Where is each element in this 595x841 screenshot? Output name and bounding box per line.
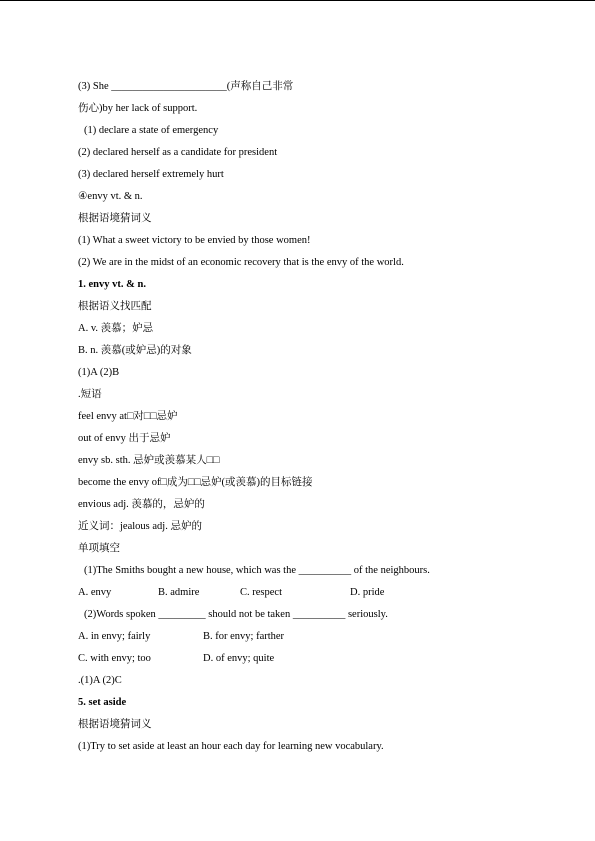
option-c: C. respect xyxy=(240,587,282,598)
text-line: (1)Try to set aside at least an hour each day for learning new vocabulary. xyxy=(78,741,384,752)
text-line: (3) declared herself extremely hurt xyxy=(78,169,224,180)
question-1: (1)The Smiths bought a new house, which was the __________ of the neighbours. xyxy=(84,565,430,576)
option-b: B. admire xyxy=(158,587,200,598)
text-line: A. v. 羡慕；妒忌 xyxy=(78,323,154,334)
answer-line: .(1)A (2)C xyxy=(78,675,122,686)
option-d: D. pride xyxy=(350,587,385,598)
question-2-options-row1 xyxy=(78,630,284,643)
text-line: 根据语境猜词义 xyxy=(78,213,152,224)
text-line: 根据语境猜词义 xyxy=(78,719,152,730)
text-line: out of envy 出于忌妒 xyxy=(78,433,171,444)
page-top-border xyxy=(0,0,595,1)
section-heading: 5. set aside xyxy=(78,697,127,708)
text-line: ④envy vt. & n. xyxy=(78,191,143,202)
text-line: (1) declare a state of emergency xyxy=(84,125,219,136)
text-line: become the envy of□成为□□忌妒(或羡慕)的目标链接 xyxy=(78,477,313,488)
text-line: 根据语义找匹配 xyxy=(78,301,152,312)
option-a: A. envy xyxy=(78,587,112,598)
text-line: (1) What a sweet victory to be envied by those women! xyxy=(78,235,311,246)
text-line: 近义词：jealous adj. 忌妒的 xyxy=(78,521,202,532)
text-line: (1)A (2)B xyxy=(78,367,120,378)
text-line: B. n. 羡慕(或妒忌)的对象 xyxy=(78,345,192,356)
option-a: A. in envy; fairly xyxy=(78,631,151,642)
question-1-options xyxy=(78,586,384,599)
text-line: (3) She ______________________(声称自己非常 xyxy=(78,81,294,92)
option-d: D. of envy; quite xyxy=(203,653,275,664)
option-b: B. for envy; farther xyxy=(203,631,285,642)
text-line: 单项填空 xyxy=(78,543,120,554)
question-2: (2)Words spoken _________ should not be taken __________ seriously. xyxy=(84,609,388,620)
text-line: (2) declared herself as a candidate for president xyxy=(78,147,278,158)
text-line: envious adj. 羡慕的，忌妒的 xyxy=(78,499,205,510)
text-line: .短语 xyxy=(78,389,102,400)
text-line: 伤心)by her lack of support. xyxy=(78,103,198,114)
text-line: envy sb. sth. 忌妒或羡慕某人□□ xyxy=(78,455,220,466)
option-c: C. with envy; too xyxy=(78,653,151,664)
section-heading: 1. envy vt. & n. xyxy=(78,279,146,290)
text-line: (2) We are in the midst of an economic recovery that is the envy of the world. xyxy=(78,257,404,268)
text-line: feel envy at□对□□忌妒 xyxy=(78,411,178,422)
question-2-options-row2 xyxy=(78,652,274,665)
